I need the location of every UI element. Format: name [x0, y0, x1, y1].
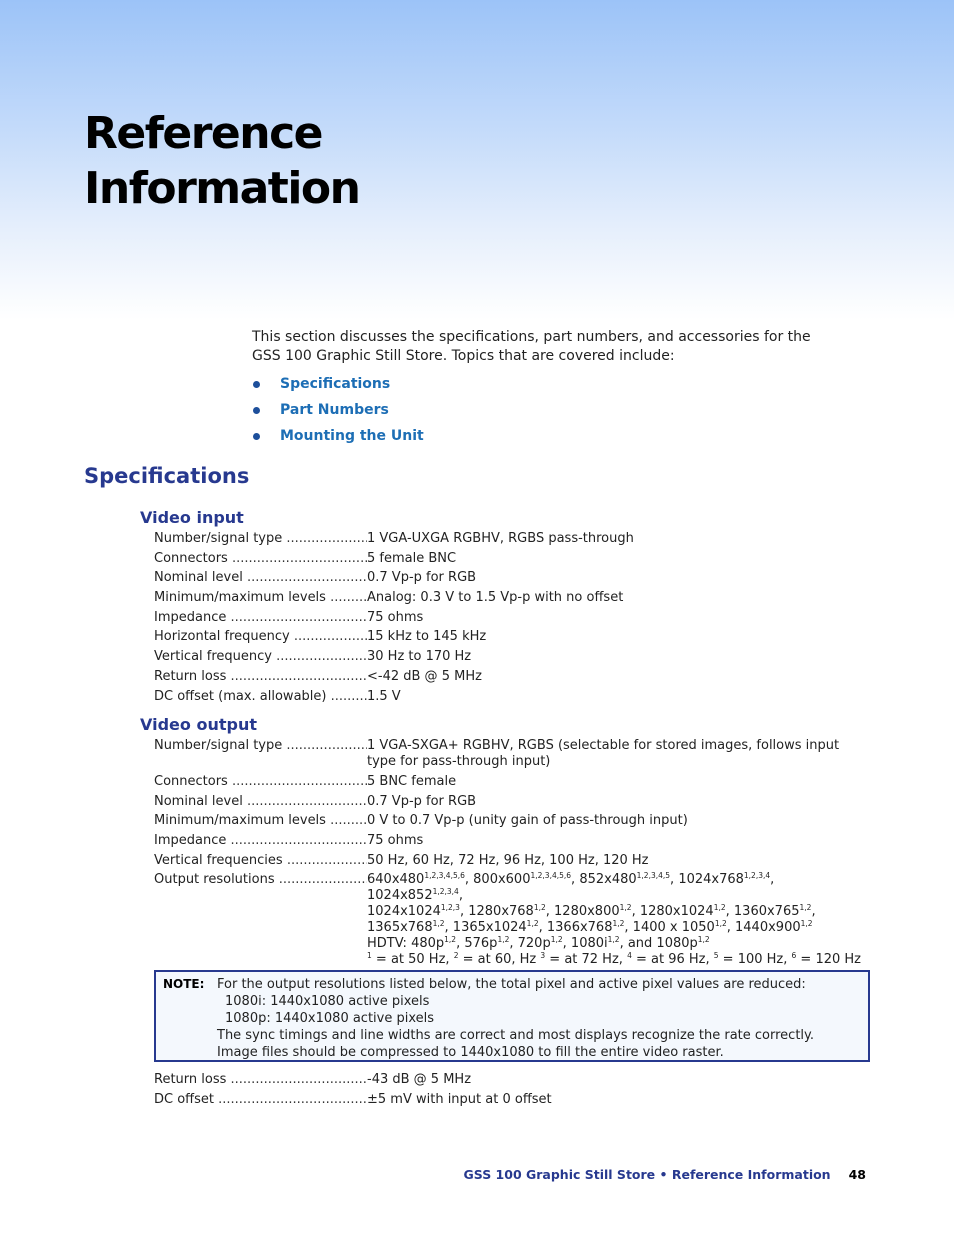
resolution-rate-footnote: 1,2: [619, 903, 632, 913]
hdtv-resolution: 720p: [517, 936, 551, 952]
spec-value: 0.7 Vp-p for RGB: [367, 570, 477, 586]
spec-value: 30 Hz to 170 Hz: [367, 649, 472, 665]
spec-label: Vertical frequencies .....: [154, 853, 367, 873]
spec-value: 5 BNC female: [367, 774, 457, 789]
spec-row: [154, 610, 864, 630]
topic-link-part-numbers[interactable]: Part Numbers: [280, 402, 389, 418]
resolution: 1365x768: [367, 920, 433, 936]
resolution-rate-footnote: 1,2: [697, 935, 710, 945]
resolution-rate-footnote: 1,2,3: [440, 903, 460, 913]
topic-link-mounting[interactable]: Mounting the Unit: [280, 428, 424, 444]
resolution-rate-footnote: 1,2: [607, 935, 620, 945]
spec-value: Analog: 0.3 V to 1.5 Vp-p with no offset: [367, 590, 624, 606]
spec-row: [154, 853, 864, 873]
spec-label: Number/signal type .....: [154, 531, 367, 551]
spec-row: [154, 738, 864, 774]
resolution: 800x600: [473, 872, 531, 888]
section-heading-specifications: Specifications: [84, 464, 250, 488]
spec-value: 5 female BNC: [367, 550, 457, 566]
resolution-rate-footnote: 1,2: [550, 935, 563, 945]
footnote-text: = at 60, Hz: [458, 952, 541, 968]
resolution: 852x480: [579, 872, 637, 888]
spec-table-video-input: [154, 531, 864, 708]
spec-row: [154, 794, 864, 814]
spec-label: DC offset .....: [154, 1092, 367, 1112]
page-footer: [464, 1167, 867, 1182]
topic-link-specifications[interactable]: Specifications: [280, 376, 391, 392]
spec-value: 1 VGA-SXGA+ RGBHV, RGBS (selectable for stored images, follows input type for pass-through input): [367, 738, 840, 769]
spec-label: Impedance .....: [154, 610, 367, 630]
spec-value: 0.7 Vp-p for RGB: [367, 793, 477, 809]
hdtv-resolution: 480p: [411, 936, 445, 952]
spec-row: [154, 590, 864, 610]
spec-value: 1 VGA-UXGA RGBHV, RGBS pass-through: [367, 531, 634, 546]
topic-list: [252, 374, 812, 452]
note-line: 1080i: 1440x1080 active pixels: [225, 994, 430, 1009]
spec-label: Connectors .....: [154, 551, 367, 571]
resolution: 640x480: [367, 872, 425, 888]
topic-item: [252, 426, 812, 452]
resolution-rate-footnote: 1,2: [526, 919, 539, 929]
resolution-rate-footnote: 1,2: [800, 919, 813, 929]
spec-value: 15 kHz to 145 kHz: [367, 629, 487, 645]
page-number: 48: [848, 1167, 866, 1182]
note-label: NOTE:: [163, 977, 205, 991]
spec-row: [154, 774, 864, 794]
spec-label: Nominal level .....: [154, 794, 367, 814]
footnote-number: 3: [540, 951, 546, 961]
page-title: [84, 106, 359, 216]
spec-table-video-output: [154, 738, 864, 968]
resolution: 1280x1024: [639, 904, 714, 920]
resolution-rate-footnote: 1,2: [799, 903, 812, 913]
footnote-text: = 100 Hz,: [718, 952, 792, 968]
spec-row: [154, 1072, 864, 1092]
spec-row: [154, 872, 864, 968]
resolution-rate-footnote: 1,2,3,4,5: [636, 871, 671, 881]
resolution: 1440x900: [735, 920, 801, 936]
spec-value: 75 ohms: [367, 609, 424, 625]
hdtv-prefix: HDTV:: [367, 936, 412, 952]
spec-label: Connectors .....: [154, 774, 367, 794]
topic-item: [252, 374, 812, 400]
note-line: The sync timings and line widths are correct and most displays recognize the rate correctly. Image files should be compressed to 1440x1080 to fill the entire video raster.: [217, 1028, 815, 1060]
bullet-icon: [253, 433, 260, 440]
footnote-number: 6: [791, 951, 797, 961]
footer-title: GSS 100 Graphic Still Store • Reference Information: [463, 1167, 831, 1182]
resolution: 1360x765: [733, 904, 800, 920]
resolution-rate-footnote: 1,2,3,4: [432, 887, 459, 897]
spec-row: [154, 1092, 864, 1112]
page-title-line-2: Information: [84, 163, 360, 214]
spec-row: [154, 813, 864, 833]
spec-value-resolutions: [367, 872, 864, 968]
resolution: 1280x768: [468, 904, 534, 920]
note-body: [217, 976, 857, 1061]
footnote-number: 4: [627, 951, 632, 961]
footnote-number: 5: [713, 951, 719, 961]
spec-row: [154, 833, 864, 853]
bullet-icon: [253, 407, 260, 414]
spec-label: Nominal level .....: [154, 570, 367, 590]
resolution: 1024x852: [367, 888, 433, 904]
spec-label: Minimum/maximum levels .....: [154, 590, 367, 610]
footnote-text: = at 72 Hz,: [545, 952, 628, 968]
subheading-video-output: Video output: [140, 715, 257, 734]
spec-value: 0 V to 0.7 Vp-p (unity gain of pass-through input): [367, 813, 688, 829]
spec-row: [154, 531, 864, 551]
resolution-rate-footnote: 1,2: [714, 919, 727, 929]
note-line: For the output resolutions listed below, the total pixel and active pixel values are reduced:: [217, 977, 806, 992]
spec-label: Return loss .....: [154, 1072, 367, 1092]
spec-label: Number/signal type .....: [154, 738, 367, 774]
intro-line-2: GSS 100 Graphic Still Store. Topics that are covered include:: [252, 348, 675, 364]
resolution: 1024x768: [678, 872, 744, 888]
hdtv-list: HDTV: $480p^{1,2}$, $576p^{1,2}$, $720p^{1,2}$, $1080i^{1,2}$, and $1080p^{1,2}$: [367, 935, 710, 952]
spec-value: 1.5 V: [367, 688, 401, 704]
spec-row: [154, 570, 864, 590]
intro: [252, 328, 812, 452]
footnote-number: 1: [367, 951, 372, 961]
resolution: 1024x1024: [367, 904, 441, 920]
spec-label: Impedance .....: [154, 833, 367, 853]
spec-value: -43 dB @ 5 MHz: [367, 1072, 472, 1087]
resolution: 1400 x 1050: [632, 920, 715, 936]
resolution-rate-footnote: 1,2: [497, 935, 510, 945]
resolution-rate-footnote: 1,2: [533, 903, 546, 913]
spec-label: Return loss .....: [154, 669, 367, 689]
resolution: 1280x800: [554, 904, 620, 920]
resolution-rate-footnote: 1,2: [432, 919, 445, 929]
page-title-line-1: Reference: [84, 108, 322, 159]
resolution: 1365x1024: [452, 920, 527, 936]
spec-row: [154, 551, 864, 571]
resolution-rate-footnote: 1,2,3,4,5,6: [424, 871, 465, 881]
note-line: 1080p: 1440x1080 active pixels: [225, 1011, 435, 1026]
footnote-text: = at 50 Hz,: [371, 952, 454, 968]
spec-label: Horizontal frequency .....: [154, 629, 367, 649]
spec-value: <-42 dB @ 5 MHz: [367, 668, 482, 684]
resolution-rate-footnote: 1,2: [444, 935, 457, 945]
resolution-rate-footnote: 1,2,3,4: [743, 871, 771, 881]
hdtv-resolution: 1080i: [570, 936, 608, 952]
spec-value: 50 Hz, 60 Hz, 72 Hz, 96 Hz, 100 Hz, 120 Hz: [367, 852, 649, 868]
footnote-number: 2: [453, 951, 459, 961]
footnote-text: = at 96 Hz,: [631, 952, 714, 968]
bullet-icon: [253, 381, 260, 388]
spec-row: [154, 669, 864, 689]
spec-label: Minimum/maximum levels .....: [154, 813, 367, 833]
resolution-rate-footnote: 1,2: [612, 919, 625, 929]
hdtv-resolution: 1080p: [656, 936, 698, 952]
spec-row: [154, 649, 864, 669]
footnote-text: = 120 Hz: [796, 952, 861, 968]
spec-value: ±5 mV with input at 0 offset: [367, 1091, 552, 1107]
spec-label: Vertical frequency .....: [154, 649, 367, 669]
spec-row: [154, 689, 864, 709]
rate-footnotes: [367, 952, 864, 968]
resolution-rate-footnote: 1,2,3,4,5,6: [530, 871, 572, 881]
spec-label: DC offset (max. allowable) .....: [154, 689, 367, 709]
spec-table-output-extra: [154, 1072, 864, 1111]
resolution-rate-footnote: 1,2: [713, 903, 726, 913]
spec-label: Output resolutions .....: [154, 872, 367, 968]
hdtv-resolution: 576p: [464, 936, 498, 952]
intro-line-1: This section discusses the specifications, part numbers, and accessories for the: [252, 329, 811, 345]
spec-row: [154, 629, 864, 649]
topic-item: [252, 400, 812, 426]
spec-value: 75 ohms: [367, 833, 424, 849]
note-box: [154, 970, 870, 1062]
resolution-list: 640x480$^{1,2,3,4,5,6}$, 800x600$^{1,2,3,4,5,6}$, 852x480$^{1,2,3,4,5}$, 1024x768$^{1,2,3,4}$, 1024x852$^{1,2,3,4}$, 1024x1024$^{1,2,3}$, 1280x768$^{1,2}$, 1280x800$^{1,2}$, 1280x1024$^{1,2}$, 1360x765$^{1,2}$, 1365x768$^{1,2}$, 1365x1024$^{1,2}$, 1366x768$^{1,2}$, 1400 x 1050$^{1,2}$, 1440x900$^{1,2}$: [367, 871, 816, 936]
resolution: 1366x768: [546, 920, 613, 936]
subheading-video-input: Video input: [140, 508, 244, 527]
